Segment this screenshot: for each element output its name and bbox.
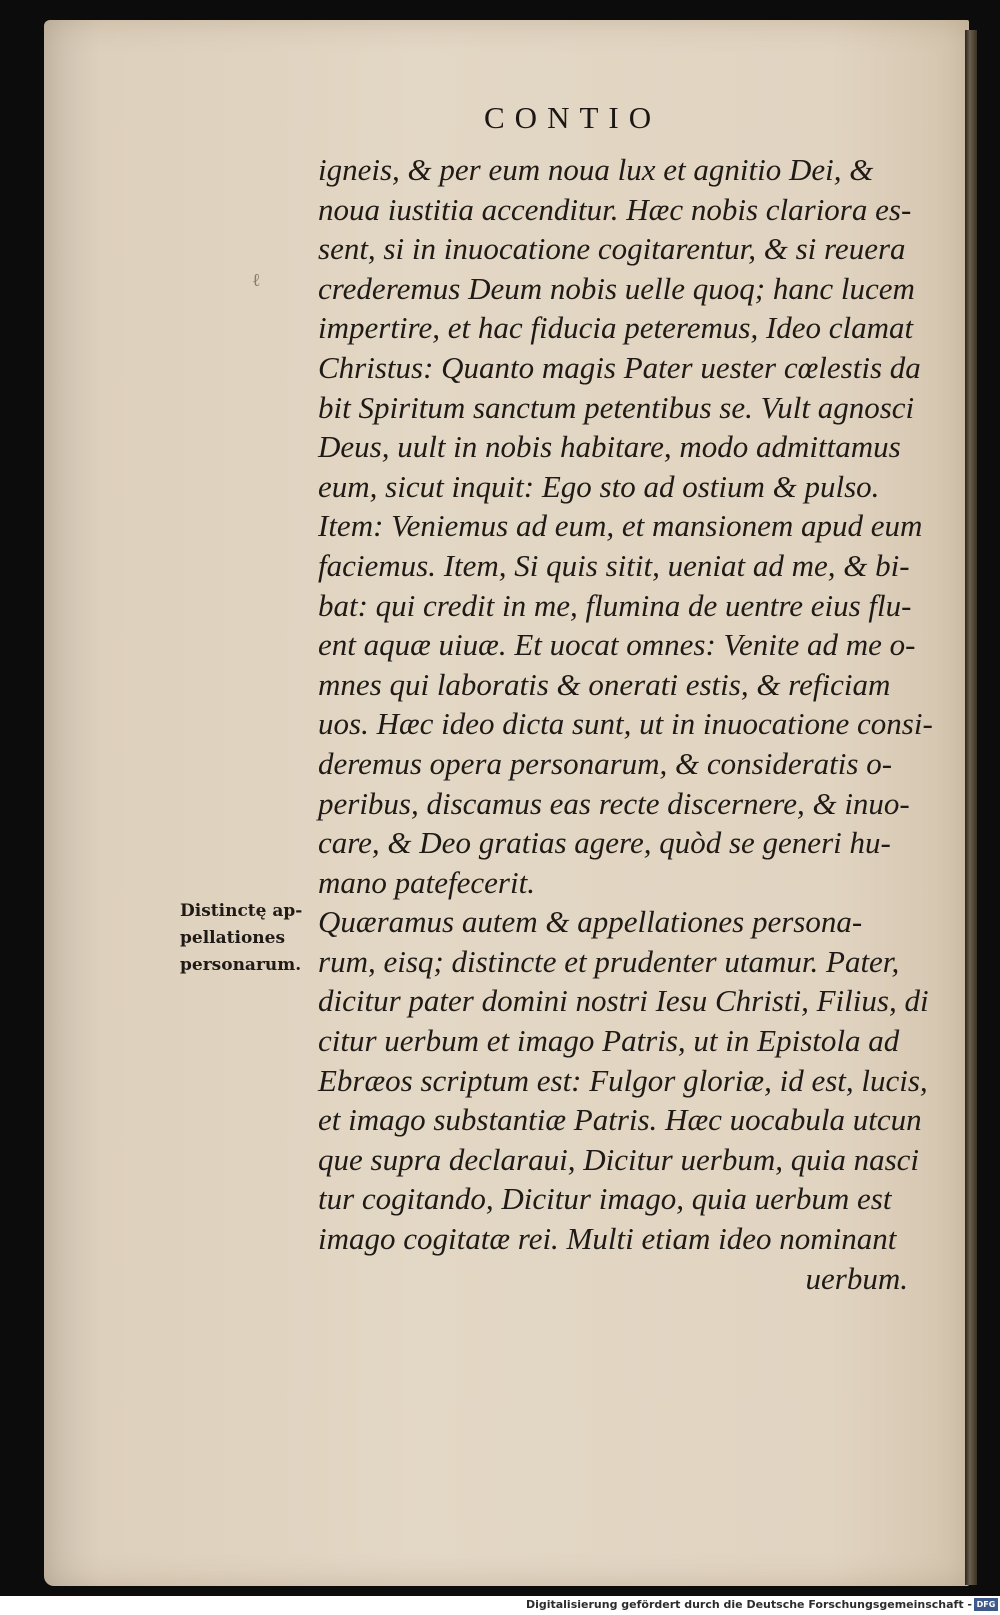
marginal-note xyxy=(180,898,315,979)
text-line: imago cogitatæ rei. Multi etiam ideo nominant xyxy=(318,1221,897,1257)
text-line: uos. Hæc ideo dicta sunt, ut in inuocatione consi- xyxy=(318,706,933,742)
catchword: uerbum. xyxy=(805,1260,908,1296)
text-line: dicitur pater domini nostri Iesu Christi, Filius, di xyxy=(318,983,929,1019)
text-line: Quæramus autem & appellationes persona- xyxy=(318,904,863,940)
text-line: impertire, et hac fiducia peteremus, Ideo clamat xyxy=(318,310,914,346)
text-line: deremus opera personarum, & consideratis o- xyxy=(318,745,893,781)
marginal-line: personarum. xyxy=(180,955,302,975)
page-edge xyxy=(965,30,977,1585)
page-fleck: ℓ xyxy=(252,270,261,291)
text-line: faciemus. Item, Si quis sitit, ueniat ad me, & bi- xyxy=(318,547,910,583)
text-line: ent aquæ uiuæ. Et uocat omnes: Venite ad me o- xyxy=(318,627,916,663)
text-line: eum, sicut inquit: Ego sto ad ostium & pulso. xyxy=(318,468,880,504)
footer-credit: Digitalisierung gefördert durch die Deutsche Forschungsgemeinschaft - xyxy=(525,1598,972,1611)
running-head: CONTIO xyxy=(484,100,662,135)
text-line: mnes qui laboratis & onerati estis, & reficiam xyxy=(318,666,891,702)
dfg-logo: DFG xyxy=(974,1598,998,1611)
marginal-line: pellationes xyxy=(180,928,286,948)
text-line: crederemus Deum nobis uelle quoq; hanc lucem xyxy=(318,270,915,306)
text-line: bat: qui credit in me, flumina de uentre eius flu- xyxy=(318,587,912,623)
text-line: Item: Veniemus ad eum, et mansionem apud eum xyxy=(318,508,923,544)
text-line: mano patefecerit. xyxy=(318,864,535,900)
text-line: peribus, discamus eas recte discernere, & inuo- xyxy=(318,785,910,821)
text-line: bit Spiritum sanctum petentibus se. Vult agnosci xyxy=(318,389,915,425)
text-line: igneis, & per eum noua lux et agnitio Dei, & xyxy=(318,152,874,187)
marginal-line: Distinctę ap- xyxy=(180,901,303,921)
text-line: citur uerbum et imago Patris, ut in Epistola ad xyxy=(318,1023,900,1059)
text-line: noua iustitia accenditur. Hæc nobis clariora es- xyxy=(318,191,912,227)
text-line: sent, si in inuocatione cogitarentur, & si reuera xyxy=(318,231,906,267)
text-line: care, & Deo gratias agere, quòd se generi hu- xyxy=(318,825,891,861)
text-line: rum, eisq; distincte et prudenter utamur. Pater, xyxy=(318,943,900,979)
text-line: que supra declaraui, Dicitur uerbum, quia nasci xyxy=(318,1141,920,1177)
text-line: Ebræos scriptum est: Fulgor gloriæ, id est, lucis, xyxy=(318,1062,928,1098)
body-text xyxy=(318,150,938,1298)
text-line: Christus: Quanto magis Pater uester cœlestis da xyxy=(318,349,921,385)
text-line: Deus, uult in nobis habitare, modo admittamus xyxy=(318,429,901,465)
text-line: et imago substantiæ Patris. Hæc uocabula utcun xyxy=(318,1102,922,1138)
text-line: tur cogitando, Dicitur imago, quia uerbum est xyxy=(318,1181,892,1217)
